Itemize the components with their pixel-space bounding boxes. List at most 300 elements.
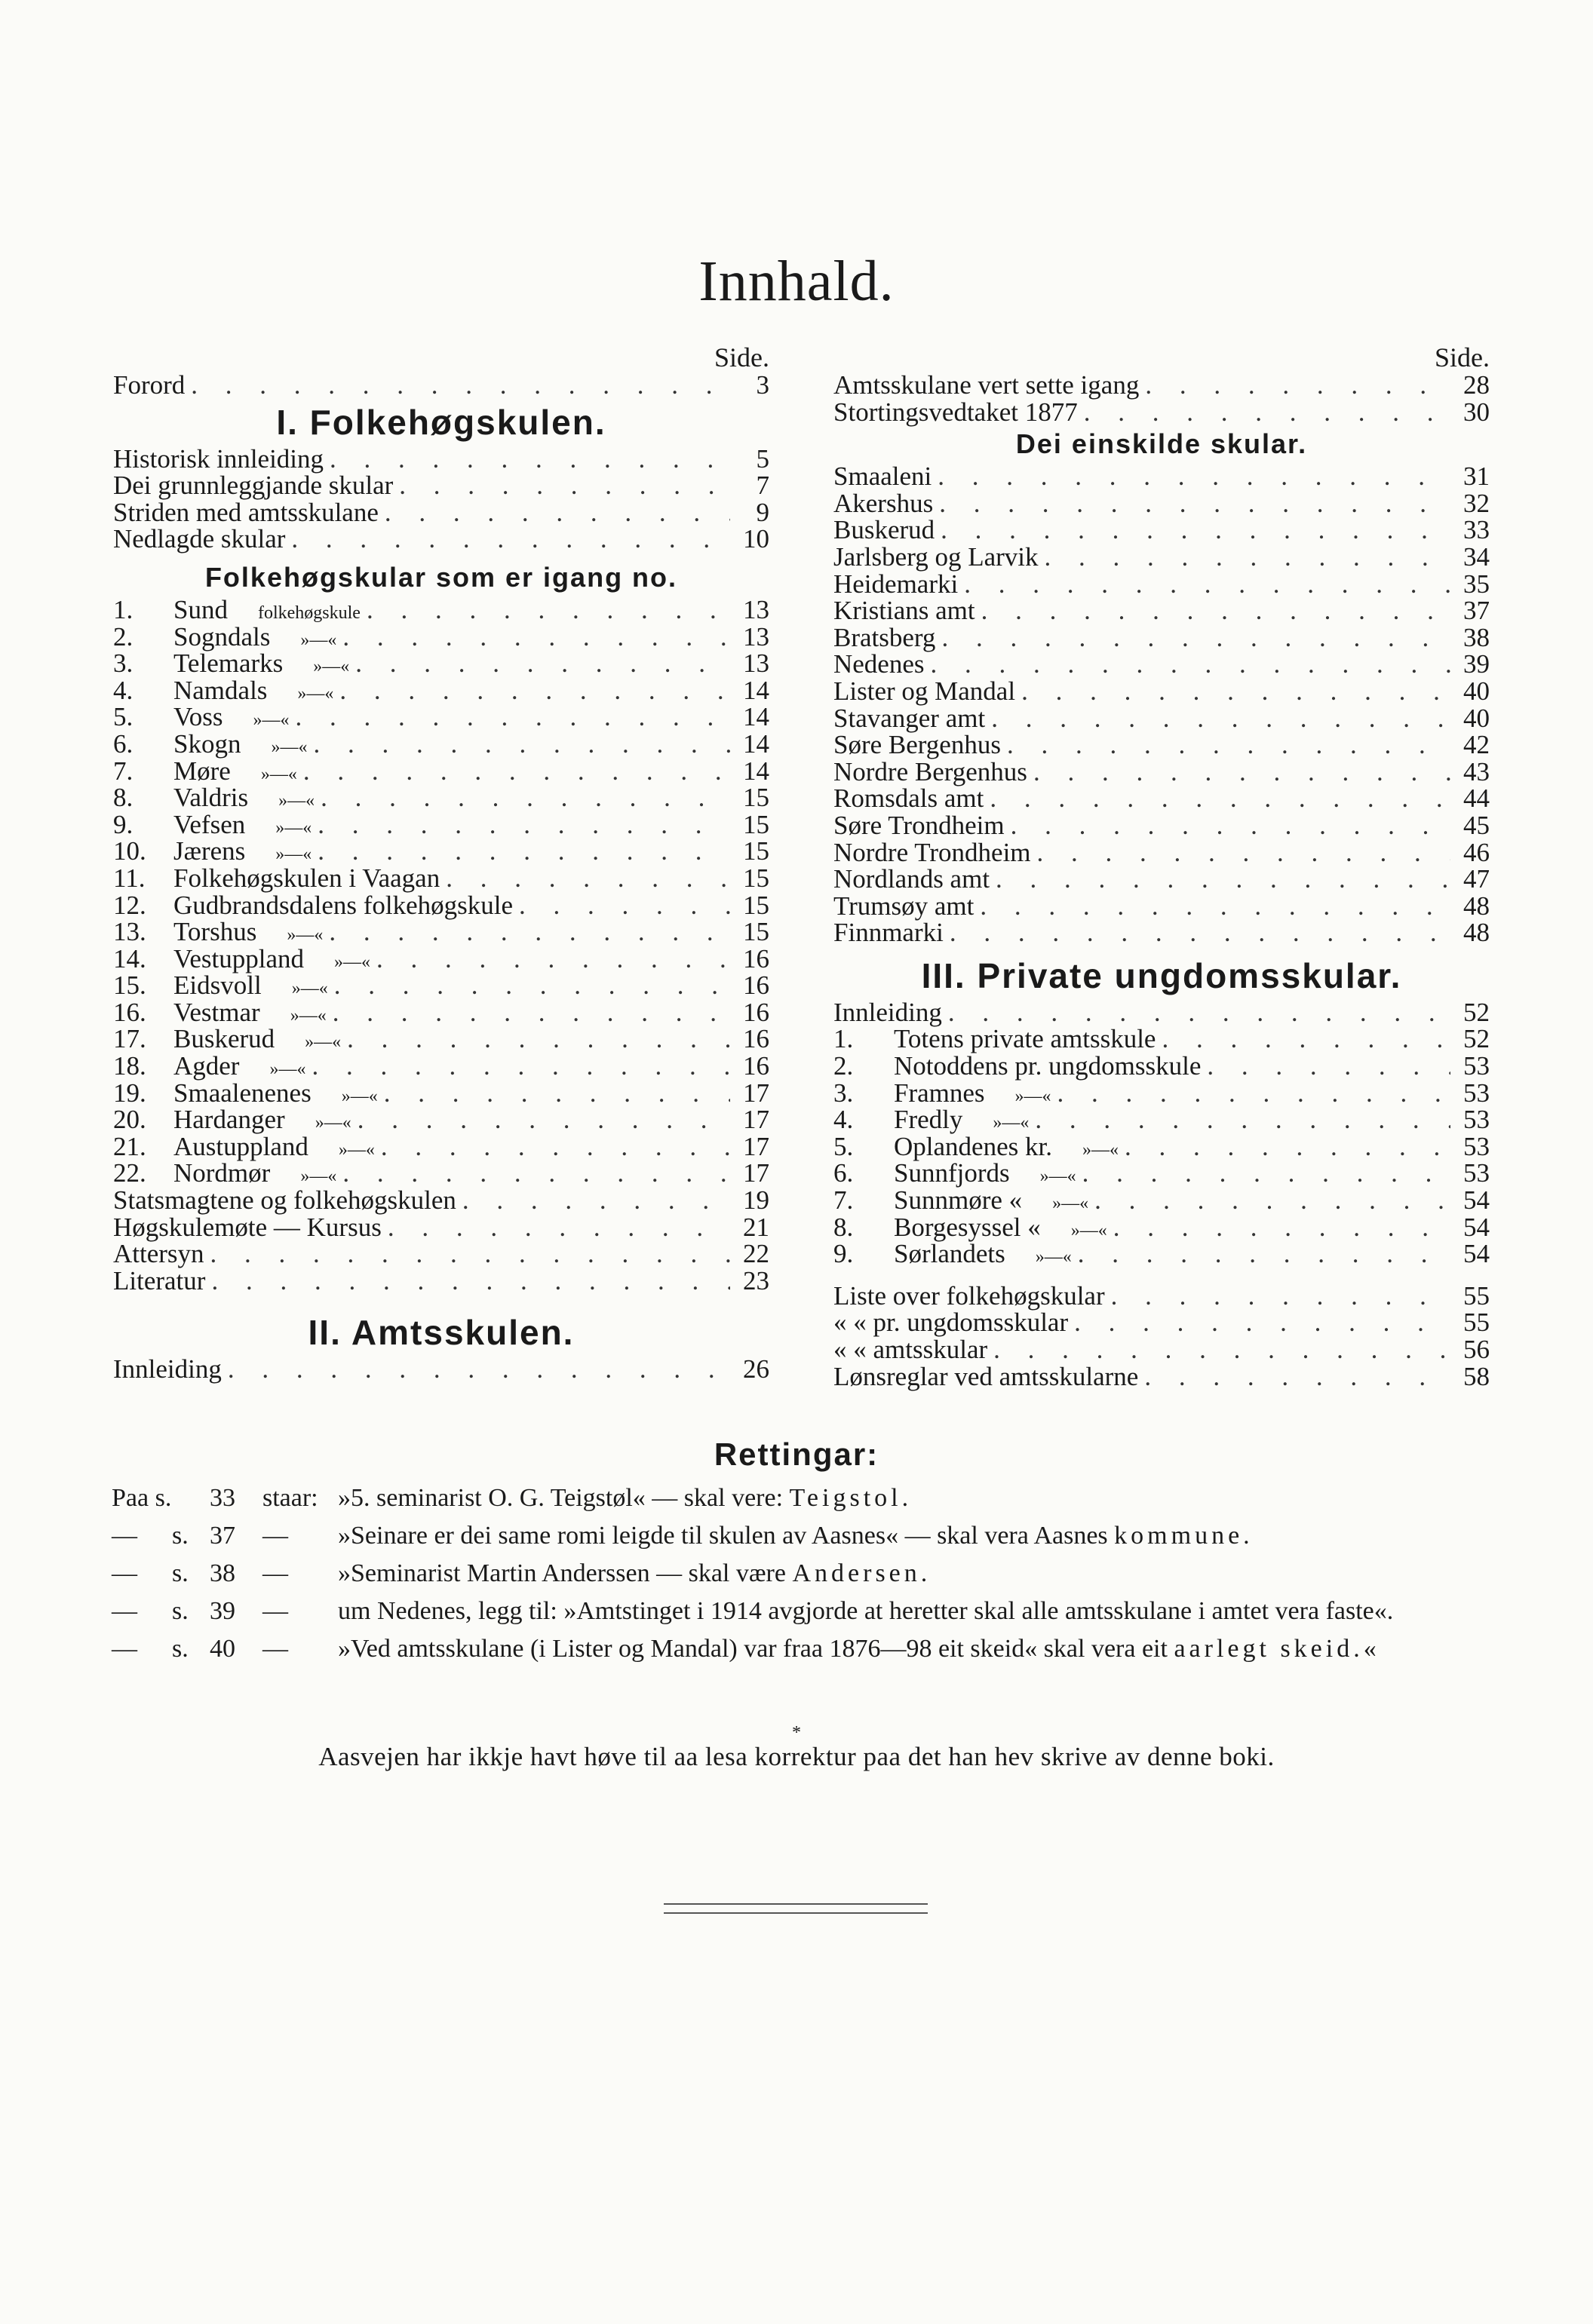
toc-entry-label: Valdris [173, 783, 249, 813]
toc-entry-page: 32 [1463, 488, 1490, 518]
correction-s: s. [172, 1597, 189, 1625]
toc-entry [113, 943, 769, 973]
toc-entry [113, 811, 769, 839]
dot-leader [964, 571, 1450, 598]
dot-leader [330, 446, 730, 473]
dot-leader [339, 677, 730, 704]
toc-entry [833, 1026, 1490, 1053]
ditto-mark: »—« [1052, 1194, 1089, 1214]
toc-entry-label: Namdals [173, 675, 268, 705]
toc-entry-number: 7. [833, 1185, 854, 1216]
toc-entry-page: 22 [743, 1239, 769, 1269]
ditto-mark: »—« [290, 1005, 327, 1026]
toc-entry [113, 677, 769, 704]
toc-entry-label: Voss [173, 702, 223, 732]
toc-entry-page: 30 [1463, 397, 1490, 427]
toc-entry-label: Fredly [894, 1105, 963, 1135]
toc-entry [833, 571, 1490, 598]
correction-body: »Seinare er dei same romi leigde til skulen av Aasnes« — skal vera Aasnes [338, 1522, 1115, 1550]
toc-entry [833, 678, 1490, 705]
correction-row [112, 1557, 1515, 1590]
toc-entry-page: 55 [1463, 1280, 1490, 1311]
correction-emphasis: Teigstol. [789, 1484, 913, 1512]
toc-entry-page: 55 [1463, 1308, 1490, 1338]
toc-entry [113, 999, 769, 1026]
toc-entry [113, 443, 769, 474]
toc-entry [113, 1106, 769, 1133]
toc-entry [113, 1160, 769, 1187]
subsection-heading-einskilde: Dei einskilde skular. [1015, 428, 1308, 460]
dot-leader [1084, 399, 1450, 426]
toc-entry-page: 14 [743, 756, 769, 786]
toc-entry-number: 10. [113, 836, 146, 866]
dot-leader [318, 838, 730, 865]
ditto-mark: »—« [278, 791, 315, 811]
toc-entry-label: Striden med amtsskulane [113, 497, 379, 527]
correction-text [338, 1557, 1515, 1590]
toc-entry-number: 2. [113, 621, 134, 652]
toc-entry-label: « « pr. ungdomsskular [833, 1308, 1069, 1338]
ditto-mark: folkehøgskule [257, 602, 361, 623]
ditto-mark: »—« [1070, 1220, 1107, 1240]
toc-entry-number: 3. [113, 648, 134, 679]
toc-entry-page: 43 [1463, 756, 1490, 786]
correction-marker: — [262, 1635, 288, 1663]
toc-entry-page: 53 [1463, 1078, 1490, 1108]
toc-entry-page: 52 [1463, 1024, 1490, 1054]
toc-entry-label: Søre Trondheim [833, 810, 1005, 840]
toc-entry [113, 1214, 769, 1241]
toc-entry-label: Nordre Bergenhus [833, 756, 1027, 786]
toc-entry-label: Historisk innleiding [113, 443, 324, 474]
dot-leader [1057, 1080, 1450, 1107]
ditto-mark: »—« [334, 952, 371, 972]
toc-entry-label: Nedenes [833, 649, 925, 679]
toc-entry-page: 16 [743, 1051, 769, 1081]
ditto-mark: »—« [1082, 1139, 1119, 1160]
toc-entry-page: 40 [1463, 676, 1490, 706]
side-header-right: Side. [1434, 342, 1490, 373]
dot-leader [1021, 678, 1450, 705]
toc-entry [113, 1265, 769, 1295]
toc-entry-label: Gudbrandsdalens folkehøgskule [173, 890, 514, 920]
toc-entry-number: 21. [113, 1131, 146, 1161]
toc-entry-label: Lister og Mandal [833, 676, 1016, 706]
ditto-mark: »—« [300, 1167, 337, 1187]
dot-leader [228, 1356, 730, 1383]
toc-right-column [833, 343, 1490, 1390]
ditto-mark: »—« [1014, 1086, 1051, 1106]
dot-leader [321, 784, 730, 811]
dot-leader [948, 999, 1450, 1026]
toc-entry-number: 6. [113, 728, 134, 759]
correction-page: 40 [210, 1635, 235, 1663]
toc-entry-page: 19 [743, 1185, 769, 1216]
toc-entry [833, 541, 1490, 572]
ditto-mark: »—« [275, 845, 312, 865]
toc-entry-label: Stavanger amt [833, 703, 986, 733]
correction-prefix: — [112, 1559, 137, 1587]
toc-entry-page: 15 [743, 783, 769, 813]
toc-entry [833, 490, 1490, 517]
toc-entry-page: 47 [1463, 864, 1490, 894]
dot-leader [318, 811, 730, 839]
toc-entry-page: 52 [1463, 997, 1490, 1027]
toc-entry [113, 526, 769, 553]
toc-entry-page: 46 [1463, 837, 1490, 867]
correction-text [338, 1519, 1515, 1553]
toc-entry [113, 838, 769, 865]
correction-body: »Ved amtsskulane (i Lister og Mandal) var fraa 1876—98 eit skeid« skal vera eit [338, 1635, 1174, 1663]
dot-leader [519, 892, 730, 919]
ditto-mark: »—« [287, 925, 324, 946]
toc-left-column [113, 343, 769, 1383]
toc-entry-innleiding [833, 999, 1490, 1026]
dot-leader [342, 624, 730, 651]
correction-marker: — [262, 1597, 288, 1625]
toc-entry-page: 53 [1463, 1158, 1490, 1188]
toc-entry-forord [113, 372, 769, 399]
correction-emphasis: kommune. [1114, 1522, 1254, 1550]
toc-entry-label: Telemarks [173, 648, 284, 679]
dot-leader [1144, 1363, 1450, 1390]
toc-entry [833, 651, 1490, 678]
toc-entry-label: Bratsberg [833, 622, 936, 652]
toc-entry [833, 1214, 1490, 1241]
toc-entry-label: Jarlsberg og Larvik [833, 541, 1039, 572]
footnote: Aasvejen har ikkje havt høve til aa lesa korrektur paa det han hev skrive av denne boki. [318, 1742, 1275, 1771]
toc-entry [833, 1080, 1490, 1107]
toc-entry-page: 54 [1463, 1239, 1490, 1269]
toc-entry [833, 517, 1490, 544]
subsection-heading-igang: Folkehøgskular som er igang no. [204, 561, 678, 593]
dot-leader [381, 1133, 730, 1160]
toc-entry [833, 785, 1490, 812]
correction-row [112, 1633, 1515, 1666]
toc-entry-page: 28 [1463, 370, 1490, 400]
toc-entry [113, 650, 769, 677]
decorative-rule [664, 1903, 928, 1914]
toc-entry-number: 5. [833, 1131, 854, 1161]
toc-entry [833, 372, 1490, 399]
toc-entry-page: 48 [1463, 891, 1490, 921]
toc-entry-label: Sogndals [173, 621, 271, 652]
toc-entry-page: 3 [756, 370, 769, 400]
toc-entry-page: 40 [1463, 703, 1490, 733]
toc-entry-page: 10 [743, 524, 769, 554]
toc-entry-label: Buskerud [173, 1024, 275, 1054]
correction-s: s. [172, 1635, 189, 1663]
toc-entry-label: Attersyn [113, 1239, 204, 1269]
toc-entry [113, 1240, 769, 1268]
correction-body: »5. seminarist O. G. Teigstøl« — skal vere: [338, 1484, 790, 1512]
ditto-mark: »—« [297, 683, 334, 704]
ditto-mark: »—« [1039, 1167, 1076, 1187]
toc-entry [113, 918, 769, 946]
toc-entry-page: 34 [1463, 541, 1490, 572]
section-heading-amtsskulen: II. Amtsskulen. [308, 1313, 575, 1353]
dot-leader [939, 490, 1450, 517]
toc-entry-label: Lønsreglar ved amtsskularne [833, 1361, 1139, 1391]
toc-entry [833, 1280, 1490, 1311]
toc-entry-page: 15 [743, 809, 769, 839]
dot-leader [191, 372, 730, 399]
toc-entry [113, 758, 769, 785]
toc-entry-label: Akershus [833, 488, 934, 518]
toc-entry-number: 4. [833, 1105, 854, 1135]
toc-entry-number: 8. [833, 1212, 854, 1242]
toc-entry-label: Romsdals amt [833, 783, 984, 814]
dot-leader [980, 893, 1450, 920]
toc-entry-number: 22. [113, 1158, 146, 1188]
dot-leader [446, 865, 730, 892]
toc-entry-page: 13 [743, 594, 769, 624]
dot-leader [399, 472, 730, 499]
dot-leader [981, 597, 1450, 624]
toc-entry-number: 20. [113, 1105, 146, 1135]
dot-leader [313, 731, 730, 758]
toc-entry [833, 1309, 1490, 1336]
toc-entry [833, 1160, 1490, 1187]
toc-entry [833, 1363, 1490, 1390]
correction-row [112, 1482, 1515, 1515]
toc-entry-page: 39 [1463, 649, 1490, 679]
toc-entry-label: Torshus [173, 917, 257, 947]
toc-entry-page: 16 [743, 943, 769, 973]
toc-entry-page: 14 [743, 702, 769, 732]
toc-entry-page: 9 [756, 497, 769, 527]
toc-entry-number: 12. [113, 890, 146, 920]
dot-leader [1162, 1026, 1450, 1053]
toc-entry [833, 756, 1490, 786]
toc-entry-label: Nordre Trondheim [833, 837, 1031, 867]
correction-text [338, 1633, 1515, 1666]
toc-entry-page: 16 [743, 1024, 769, 1054]
toc-entry-number: 19. [113, 1078, 146, 1108]
correction-marker: — [262, 1522, 288, 1550]
toc-entry-label: Eidsvoll [173, 970, 262, 1001]
toc-entry-label: Vestmar [173, 997, 260, 1027]
dot-leader [296, 704, 730, 731]
toc-entry-number: 4. [113, 675, 134, 705]
section-heading-folkehogskulen: I. Folkehøgskulen. [276, 402, 606, 442]
correction-prefix: Paa s. [112, 1484, 172, 1512]
corrections-list [112, 1482, 1515, 1666]
ditto-mark: »—« [313, 657, 350, 677]
dot-leader [941, 517, 1450, 544]
toc-entry-number: 1. [113, 594, 134, 624]
ditto-mark: »—« [300, 630, 337, 650]
toc-entry-label: Statsmagtene og folkehøgskulen [113, 1185, 456, 1216]
dot-leader [384, 1080, 730, 1107]
ditto-mark: »—« [260, 764, 297, 784]
toc-entry-page: 13 [743, 648, 769, 679]
corrections-heading: Rettingar: [714, 1436, 879, 1472]
toc-entry-page: 14 [743, 728, 769, 759]
toc-entry-page: 54 [1463, 1185, 1490, 1216]
toc-entry-number: 13. [113, 917, 146, 947]
toc-entry-page: 48 [1463, 918, 1490, 948]
toc-entry-label: Nordlands amt [833, 864, 990, 894]
toc-entry [113, 1080, 769, 1107]
toc-entry-label: Hardanger [173, 1105, 285, 1135]
dot-leader [329, 918, 730, 946]
toc-entry [833, 731, 1490, 759]
toc-entry-number: 7. [113, 756, 134, 786]
toc-entry-page: 53 [1463, 1131, 1490, 1161]
correction-prefix: — [112, 1597, 137, 1625]
dot-leader [1011, 812, 1450, 839]
toc-entry-label: « « amtsskular [833, 1335, 988, 1364]
ditto-mark: »—« [305, 1032, 342, 1053]
dot-leader [388, 1214, 730, 1241]
toc-entry-label: Nordmør [173, 1158, 271, 1188]
correction-emphasis: aarlegt skeid.« [1174, 1635, 1380, 1663]
toc-entry-page: 16 [743, 970, 769, 1001]
toc-entry-label: Kristians amt [833, 596, 975, 626]
dot-leader [1113, 1214, 1450, 1241]
toc-entry-page: 14 [743, 675, 769, 705]
dot-leader [991, 705, 1450, 732]
dot-leader [303, 758, 730, 785]
toc-entry [833, 624, 1490, 652]
toc-entry [113, 972, 769, 999]
toc-entry-page: 45 [1463, 810, 1490, 840]
correction-body: um Nedenes, legg til: »Amtstinget i 1914 avgjorde at heretter skal alle amtsskulane i amtet vera faste«. [338, 1597, 1394, 1625]
ditto-mark: »—« [338, 1139, 375, 1160]
toc-entry-page: 15 [743, 836, 769, 866]
toc-entry-number: 15. [113, 970, 146, 1001]
dot-leader [993, 1336, 1450, 1363]
toc-entry-page: 15 [743, 917, 769, 947]
correction-prefix: — [112, 1635, 137, 1663]
toc-entry-number: 16. [113, 997, 146, 1027]
toc-entry-page: 31 [1463, 461, 1490, 492]
dot-leader [210, 1240, 730, 1268]
toc-entry [113, 892, 769, 919]
toc-entry [113, 596, 769, 624]
toc-entry-number: 11. [113, 863, 146, 893]
dot-leader [291, 526, 730, 553]
toc-entry-label: Innleiding [113, 1354, 222, 1384]
toc-entry [113, 728, 769, 759]
toc-entry-page: 44 [1463, 783, 1490, 814]
toc-entry-number: 9. [113, 809, 134, 839]
ditto-mark: »—« [275, 817, 312, 838]
dot-leader [462, 1187, 730, 1214]
toc-entry-page: 37 [1463, 596, 1490, 626]
dot-leader [355, 650, 730, 677]
toc-entry-page: 53 [1463, 1051, 1490, 1081]
dot-leader [1094, 1187, 1450, 1214]
dot-leader [938, 463, 1450, 490]
correction-s: s. [172, 1522, 189, 1550]
correction-page: 38 [210, 1559, 235, 1587]
toc-entry-number: 9. [833, 1239, 854, 1269]
dot-leader [1007, 731, 1450, 759]
toc-entry-page: 21 [743, 1212, 769, 1242]
toc-entry-number: 5. [113, 702, 134, 732]
dot-leader [1145, 372, 1450, 399]
side-header-left: Side. [714, 342, 769, 373]
toc-entry-label: Notoddens pr. ungdomsskule [894, 1051, 1202, 1081]
toc-entry [113, 784, 769, 811]
toc-entry-label: Innleiding [833, 997, 942, 1027]
page-title: Innhald. [698, 250, 895, 313]
toc-entry-page: 17 [743, 1105, 769, 1135]
correction-text [338, 1595, 1515, 1628]
toc-entry-label: Høgskulemøte — Kursus [113, 1212, 382, 1242]
toc-entry-page: 7 [756, 471, 769, 501]
dot-leader [358, 1106, 730, 1133]
toc-entry-label: Søre Bergenhus [833, 730, 1001, 760]
correction-row [112, 1519, 1515, 1553]
toc-entry-page: 58 [1463, 1361, 1490, 1391]
correction-prefix: — [112, 1522, 137, 1550]
toc-entry [833, 866, 1490, 893]
correction-marker: — [262, 1559, 288, 1587]
toc-entry [833, 399, 1490, 426]
ditto-mark: »—« [271, 737, 308, 757]
dot-leader [1035, 1106, 1450, 1133]
toc-entry-label: Heidemarki [833, 569, 959, 599]
dot-leader [385, 499, 730, 526]
toc-entry-number: 14. [113, 943, 146, 973]
toc-entry [113, 1053, 769, 1080]
toc-entry [833, 1336, 1490, 1363]
toc-entry [833, 812, 1490, 839]
ditto-mark: »—« [993, 1113, 1030, 1133]
dot-leader [334, 972, 730, 999]
toc-entry-number: 2. [833, 1051, 854, 1081]
toc-entry-label: Trumsøy amt [833, 891, 975, 921]
toc-entry-page: 16 [743, 997, 769, 1027]
toc-entry-label: Vefsen [173, 809, 246, 839]
toc-entry-label: Sørlandets [894, 1239, 1005, 1269]
toc-entry [113, 1356, 769, 1383]
toc-entry [833, 1106, 1490, 1133]
correction-marker: staar: [262, 1484, 318, 1512]
toc-entry-page: 35 [1463, 569, 1490, 599]
asterisk-separator: * [792, 1723, 801, 1743]
toc-entry [833, 1053, 1490, 1080]
toc-entry [113, 704, 769, 731]
toc-entry-label: Borgesyssel « [894, 1212, 1041, 1242]
toc-entry-page: 33 [1463, 515, 1490, 545]
toc-entry-label: Amtsskulane vert sette igang [833, 370, 1140, 400]
toc-entry [833, 893, 1490, 920]
toc-entry [113, 472, 769, 499]
toc-entry [833, 463, 1490, 490]
dot-leader [1037, 839, 1450, 866]
correction-s [172, 1482, 210, 1515]
dot-leader [342, 1160, 730, 1187]
toc-entry-page: 53 [1463, 1105, 1490, 1135]
correction-s: s. [172, 1559, 189, 1587]
toc-entry-label: Literatur [113, 1265, 206, 1295]
correction-page: 37 [210, 1522, 235, 1550]
toc-entry [833, 1187, 1490, 1214]
ditto-mark: »—« [269, 1059, 306, 1080]
toc-entry-number: 8. [113, 783, 134, 813]
section-heading-private: III. Private ungdomsskular. [921, 955, 1402, 995]
dot-leader [1207, 1053, 1450, 1080]
toc-entry-label: Smaaleni [833, 461, 932, 492]
ditto-mark: »—« [315, 1113, 351, 1133]
toc-entry-page: 15 [743, 890, 769, 920]
dot-leader [950, 919, 1450, 946]
toc-entry-page: 5 [756, 443, 769, 474]
